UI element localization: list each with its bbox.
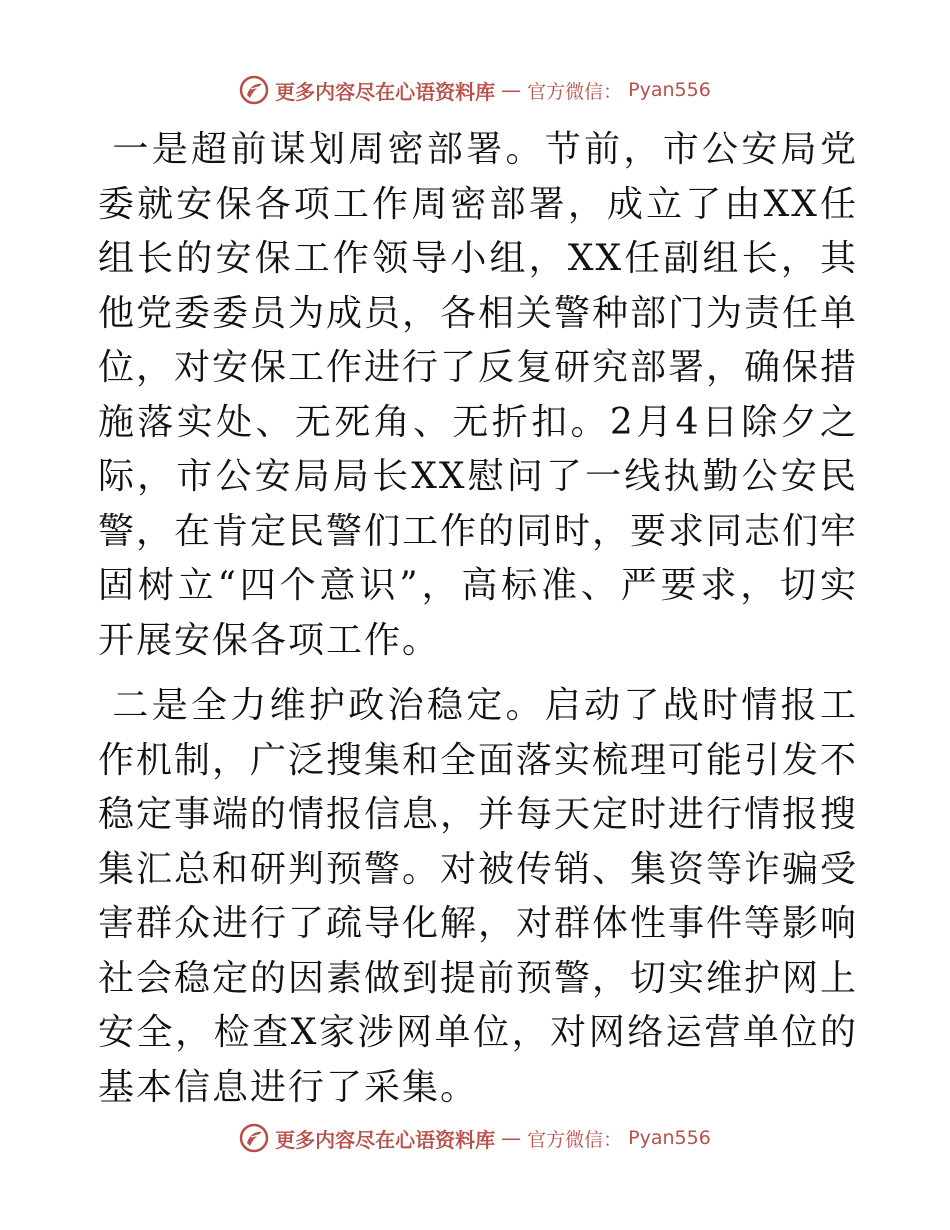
banner-separator: — xyxy=(501,1126,522,1150)
banner-wechat-label: 官方微信： xyxy=(527,80,623,103)
paragraph-1: 一是超前谋划周密部署。节前，市公安局党委就安保各项工作周密部署，成立了由XX任组长的安保工作领导小组，XX任副组长，其他党委委员为成员，各相关警种部门为责任单位，对安保工作进行了反复研究部署，确保措施落实处、无死角、无折扣。2月4日除夕之际，市公安局局长XX慰问了一线执勤公安民警，在肯定民警们工作的同时，要求同志们牢固树立“四个意识”，高标准、严要求，切实开展安保各项工作。 xyxy=(98,129,859,661)
banner-wechat-id: Pyan556 xyxy=(628,1127,711,1149)
paragraph-2: 二是全力维护政治稳定。启动了战时情报工作机制，广泛搜集和全面落实梳理可能引发不稳定事端的情报信息，并每天定时进行情报搜集汇总和研判预警。对被传销、集资等诈骗受害群众进行了疏导化解，对群体性事件等影响社会稳定的因素做到提前预警，切实维护网上安全，检查X家涉网单位，对网络运营单位的基本信息进行了采集。 xyxy=(98,685,859,1108)
brand-logo-icon xyxy=(239,75,269,105)
footer-banner xyxy=(0,1118,950,1158)
brand-logo-icon xyxy=(239,1123,269,1153)
banner-separator: — xyxy=(501,78,522,102)
banner-main-text: 更多内容尽在心语资料库 xyxy=(275,79,496,104)
banner-wechat-id: Pyan556 xyxy=(628,79,711,101)
header-banner xyxy=(0,70,950,110)
document-body xyxy=(98,123,858,1115)
banner-wechat-label: 官方微信： xyxy=(527,1128,623,1151)
banner-main-text: 更多内容尽在心语资料库 xyxy=(275,1127,496,1152)
